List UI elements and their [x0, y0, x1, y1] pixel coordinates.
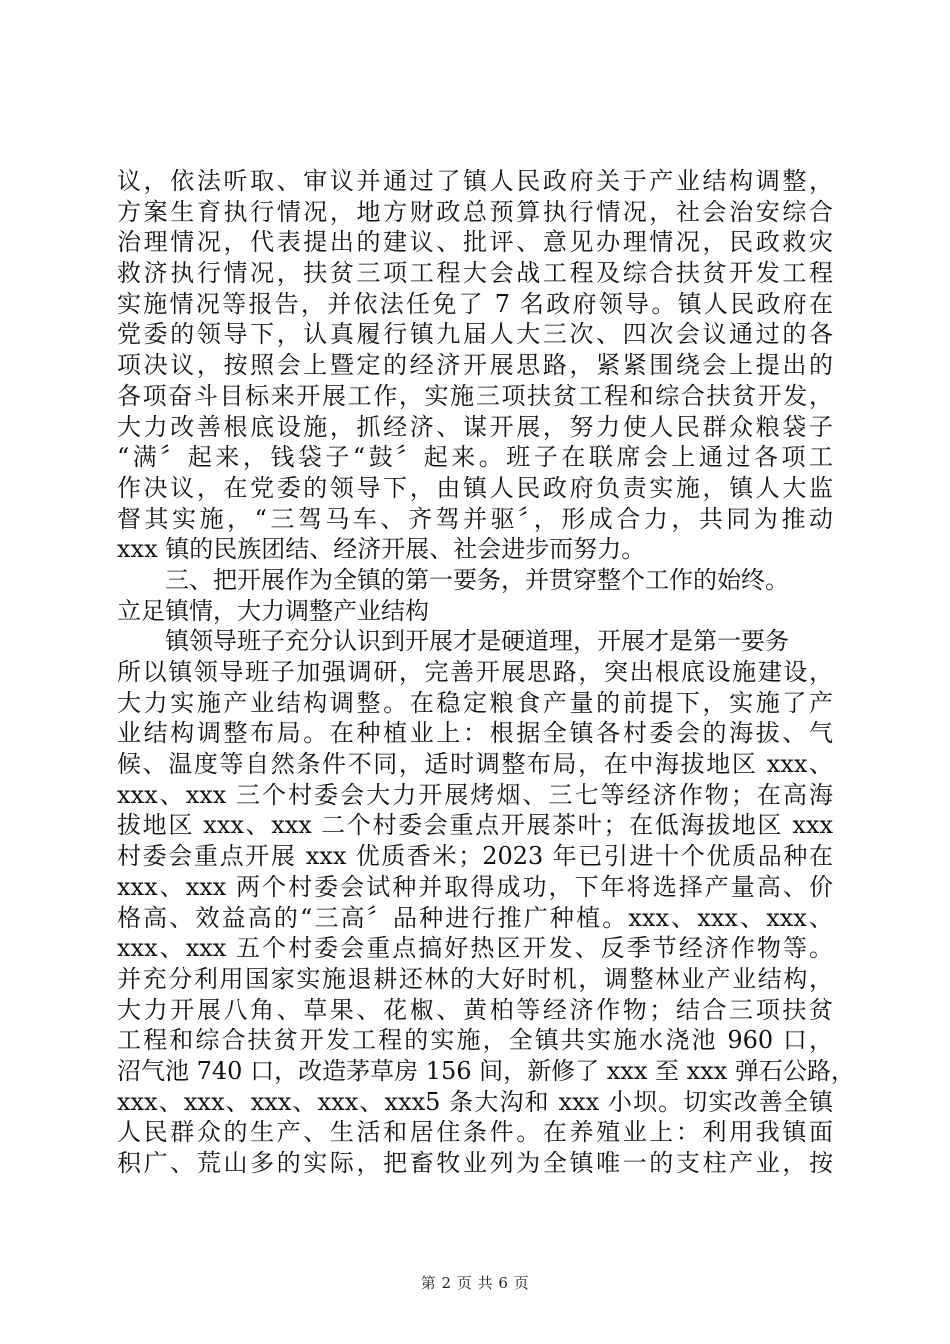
text-line: 积广、荒山多的实际，把畜牧业列为全镇唯一的支柱产业，按 — [117, 1149, 833, 1177]
text-line: 沼气池 740 口，改造茅草房 156 间，新修了 xxx 至 xxx 弹石公路， — [117, 1056, 855, 1085]
text-line: 项决议，按照会上暨定的经济开展思路，紧紧围绕会上提出的 — [117, 351, 833, 380]
text-line: 所以镇领导班子加强调研，完善开展思路，突出根底设施建设， — [117, 658, 833, 686]
text-line: 工程和综合扶贫开发工程的实施，全镇共实施水浇池 960 口， — [117, 1026, 833, 1055]
text-line: xxx、xxx 两个村委会试种并取得成功，下年将选择产量高、价 — [117, 872, 833, 901]
text-line: xxx、xxx、xxx、xxx、xxx5 条大沟和 xxx 小坝。切实改善全镇 — [117, 1087, 833, 1116]
text-line: 拔地区 xxx、xxx 二个村委会重点开展茶叶；在低海拔地区 xxx — [117, 811, 833, 840]
text-line: 业结构调整布局。在种植业上：根据全镇各村委会的海拔、气 — [117, 719, 833, 748]
text-line: xxx、xxx 五个村委会重点搞好热区开发、反季节经济作物等。 — [117, 934, 833, 963]
text-line: 并充分利用国家实施退耕还林的大好时机，调整林业产业结构， — [117, 964, 833, 993]
text-line: 治理情况，代表提出的建议、批评、意见办理情况，民政救灾 — [117, 228, 833, 257]
text-line: xxx、xxx 三个村委会大力开展烤烟、三七等经济作物；在高海 — [117, 780, 833, 809]
text-line: 实施情况等报告，并依法任免了 7 名政府领导。镇人民政府在 — [117, 289, 833, 318]
text-line: 大力开展八角、草果、花椒、黄柏等经济作物；结合三项扶贫 — [117, 995, 833, 1024]
text-line: 大力实施产业结构调整。在稳定粮食产量的前提下，实施了产 — [117, 688, 833, 717]
section-heading: 三、把开展作为全镇的第一要务，并贯穿整个工作的始终。 — [165, 565, 789, 594]
text-line: 党委的领导下，认真履行镇九届人大三次、四次会议通过的各 — [117, 320, 833, 349]
text-line: 村委会重点开展 xxx 优质香米；2023 年已引进十个优质品种在 — [117, 842, 833, 871]
text-line: 作决议，在党委的领导下，由镇人民政府负责实施，镇人大监 — [117, 473, 833, 502]
text-line: xxx 镇的民族团结、经济开展、社会进步而努力。 — [117, 535, 646, 564]
text-line: 救济执行情况，扶贫三项工程大会战工程及综合扶贫开发工程 — [117, 259, 833, 288]
text-line: 人民群众的生产、生活和居住条件。在养殖业上：利用我镇面 — [117, 1118, 833, 1147]
text-line: 督其实施，“三驾马车、齐驾并驱〞，形成合力，共同为推动 — [117, 504, 833, 533]
page-number: 第 2 页 共 6 页 — [420, 1274, 530, 1292]
text-line: “满〞起来，钱袋子“鼓〞起来。班子在联席会上通过各项工 — [117, 443, 833, 472]
text-line: 各项奋斗目标来开展工作，实施三项扶贫工程和综合扶贫开发， — [117, 381, 833, 410]
text-line: 格高、效益高的“三高〞品种进行推广种植。xxx、xxx、xxx、 — [117, 903, 833, 932]
section-heading-cont: 立足镇情，大力调整产业结构 — [117, 596, 429, 625]
text-line: 候、温度等自然条件不同，适时调整布局，在中海拔地区 xxx、 — [117, 750, 833, 779]
text-line: 方案生育执行情况，地方财政总预算执行情况，社会治安综合 — [117, 197, 833, 226]
text-line: 议，依法听取、审议并通过了镇人民政府关于产业结构调整， — [117, 167, 833, 195]
text-line: 大力改善根底设施，抓经济、谋开展，努力使人民群众粮袋子 — [117, 412, 833, 441]
body-text — [117, 166, 855, 1179]
text-line: 镇领导班子充分认识到开展才是硬道理，开展才是第一要务 — [165, 627, 789, 656]
